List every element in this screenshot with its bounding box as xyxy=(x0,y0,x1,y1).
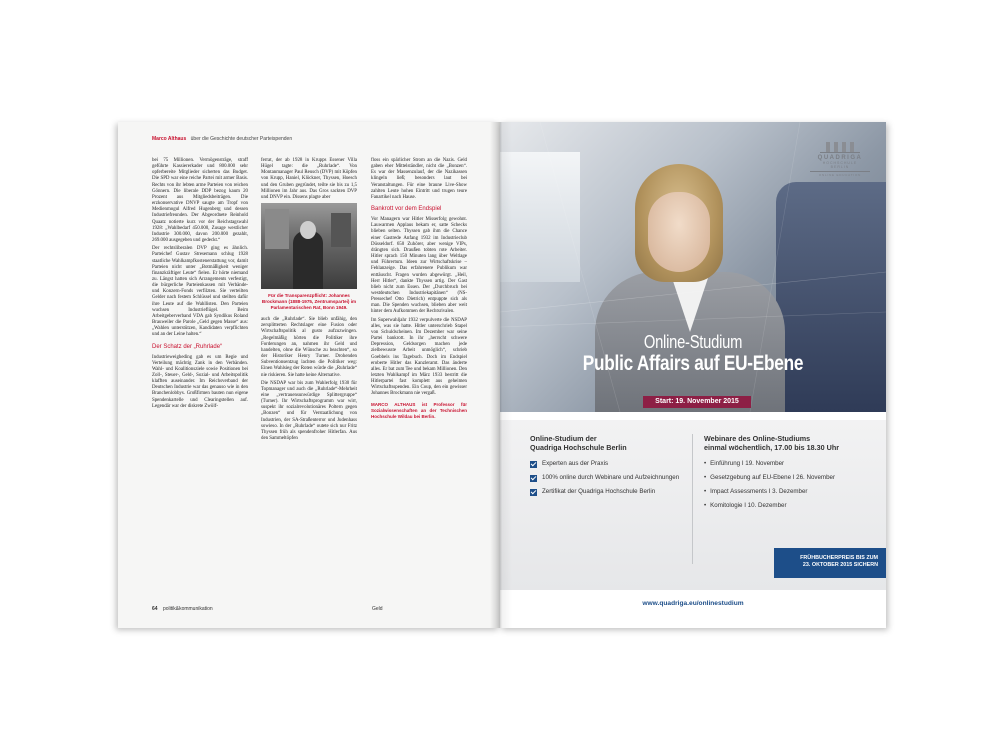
running-head-title: über die Geschichte deutscher Parteispenden xyxy=(190,136,293,142)
schedule-item: • Einführung I 19. November xyxy=(704,460,785,467)
quadriga-logo xyxy=(810,134,870,177)
page-footer xyxy=(152,606,213,612)
author-bio: MARCO ALTHAUS ist Professor für Sozialwissenschaften an der Technischen Hochschule Wildau bei Berlin. xyxy=(371,401,467,419)
bullet-icon: • xyxy=(704,488,707,495)
start-date-badge: Start: 19. November 2015 xyxy=(643,396,751,408)
logo-name: QUADRIGA xyxy=(817,155,863,161)
checkbox-icon xyxy=(530,489,537,496)
schedule-item: • Gesetzgebung auf EU-Ebene I 26. November xyxy=(704,474,836,481)
running-head-author: Marco Althaus xyxy=(152,136,187,142)
schedule-item: • Impact Assessments I 3. Dezember xyxy=(704,488,808,495)
checkbox-icon xyxy=(530,475,537,482)
article-paragraph: Die NSDAP war bis zum Wahlerfolg 1930 für Topmanager und auch die „Ruhrlade“-Mehrheit eine „vertrauensunwürdige Splittergruppe“ (Turner). Ihr Wirtschaftsprogramm war wirr, suspekt ihr sozialrevolutionäres Poltern gegen „Bonzen“ und für Verstaatlichung von Industrien, der SA-Straßenterror und Judenhass sowieso. In der „Ruhrlade“ outete sich nur Fritz Thyssen früh als spendenfroher Hitlerfan. Aus den Sammeltöpfen xyxy=(261,380,357,442)
magazine-spread xyxy=(118,122,886,628)
logo-sub-1: HOCHSCHULE xyxy=(822,161,858,165)
article-paragraph: Vor Managern war Hitler Misserfolg gewohnt. Lauwarmen Applaus bekam er, satte Schecks blieben selten. Thyssen gab ihm die Chance einer Gastrede Anfang 1932 im Industrieclub Düsseldorf. 650 Zuhörer, aber wenige VIPs, drängten sich. Draußen tobten rote Arbeiter. Hitler sprach 150 Minuten lang über Weltlage und Führertum. Ideen zur Wirtschaftskrise – Fehlanzeige. Das erfahrenere Publikum war enttäuscht. Fragen wurden abgewürgt. „Heil, Herr Hitler“, dankte Thyssen artig. Der Gast blieb nicht zum Essen. Der „Durchbruch bei westdeutschen Industriekapitänen“ (NS-Pressechef Otto Dietrich) entpuppte sich als man. Die Spenden wuchsen, blieben aber weit hinter dem Aufkommen der Rechtsrivalen. xyxy=(371,217,467,315)
early-bird-line-1: FRÜHBUCHERPREIS BIS ZUM xyxy=(800,555,878,561)
checkbox-icon xyxy=(530,461,537,468)
section-label: Geld xyxy=(372,606,383,612)
historical-photo xyxy=(261,203,357,289)
article-column-3 xyxy=(371,158,467,420)
bullet-icon: • xyxy=(704,502,707,509)
schedule-title: Webinare des Online-Studiums einmal wöchentlich, 17.00 bis 18.30 Uhr xyxy=(704,434,840,452)
feature-item: 100% online durch Webinare und Aufzeichnungen xyxy=(530,474,688,482)
ad-headline-line-1: Online-Studium xyxy=(643,332,743,352)
column-divider xyxy=(692,434,693,564)
left-page xyxy=(118,122,500,628)
article-paragraph: Der rechtsliberalen DVP ging es ähnlich. Parteichef Gustav Stresemann schlug 1928 staatliche Wahlkampfkostenerstattung vor, damit Parteien nicht unter „Botmäßigkeit weniger finanzkräftiger Leute“ fielen. Er hörte niemand zu. Längst hatten sich Arrangements verfestigt, die bürgerliche Parteienkassen mit Verbände- und Konzern-Fonds verfilzten. Sie verteilten Gelder nach festem Schlüssel und stellten dafür ihre Leute auf die Wahllisten. Den Parteien wuchsen Industrieflügel. Beim Arbeitgeberverband VDA gab Syndikus Roland Brauweiler die Parole „Geld gegen Masse“ aus: „Wahlen unterstützen, Kandidaten verpflichten und an der Leine halten.“ xyxy=(152,246,248,338)
early-bird-line-2: 23. OKTOBER 2015 SICHERN xyxy=(802,562,878,568)
article-paragraph: floss ein spärlicher Strom an die Nazis. Geld gaben eher Mittelständler, nicht die „Bonzen“. Es war der Massenzulauf, der die Nazikassen klingeln ließ; besonders laut bei Veranstaltungen. Für eine braune Live-Show zahlten Leute hohen Eintritt und trugen teure Fanartikel nach Hause. xyxy=(371,158,467,200)
page-number: 64 xyxy=(152,606,158,612)
article-paragraph: bei 75 Millionen. Vermögensträge, straff geführte Kassiererkader und 800.000 sehr opferbereite Mitglieder sicherten das Budget. Die SPD war eine reiche Partei mit armer Basis. Rechts von ihr lebten arme Parteien von reichen Gönnern. Die liberale DDP bezog kaum 20 Prozent aus Mitgliedsbeiträgen. Die erzkonservative DNVP saugte am Tropf von Medienmogul Alfred Hugenberg und dessen Industriefreunden. Der Abgeordnete Reinhold Quaatz notierte kurz vor der Reichstagswahl 1928: „Wahlbedarf 450.000, Zusage westlicher Industrie 300.000, davon 200.000 gezahlt, 269.000 ausgegeben und gedeckt.“ xyxy=(152,158,248,244)
ad-url-link[interactable]: www.quadriga.eu/onlinestudium xyxy=(642,600,744,607)
article-paragraph: Industrieweigheding gab es um Regie und Verteilung mächtig Zank in den Verbänden. Wahl- und Koalitionsziele sowie Positionen bei Zoll-, Steuer-, Geld-, Sozial- und Arbeitspolitik klafften auseinander. Im Reichsverband der Deutschen Industrie war das genauso wie in den Branchenlobbys. Großfirmen bauten nun eigene Spendenkartelle und Clearingstellen auf. Legendär war der diskrete Zwölf- xyxy=(152,354,248,409)
article-subhead: Der Schatz der „Ruhrlade“ xyxy=(152,343,223,350)
magazine-name: politik&kommunikation xyxy=(162,606,213,612)
article-paragraph: auch die „Ruhrlade“. Sie blieb unfähig, den zersplitterten Rechtslager eine Fusion oder Wirtschaftspolitik al gusto aufzuzwingen. „Regelmäßig hörten die Politiker ihre Forderungen an, nahmen ihr Geld und handelten, ohne die Wünsche zu beachten“, so der Historiker Henry Turner. Drohenden Subventionsentzug lachten die Politiker weg: Einen Wahlsieg der Roten würde die „Ruhrlade“ nie riskieren. Sie hatte keine Alternative. xyxy=(261,317,357,378)
features-title: Online-Studium der Quadriga Hochschule Berlin xyxy=(530,434,627,452)
logo-tag: ONLINE EDUCATION xyxy=(810,171,870,177)
feature-item: Experten aus der Praxis xyxy=(530,460,688,468)
article-paragraph: Im Superwahljahr 1932 verpulverte die NSDAP alles, was sie hatte. Hitler unterschrieb Stapel von Schuldscheinen. Im Dezember war seine Partei bankrott. In ihr „herrscht schwere Depression, Geldsorgen machen jede zielbewusste Arbeit unmöglich“, schrieb Goebbels ins Tagebuch. Doch im Endspiel eroberte Hitler das Kanzleramt. Das änderte alles. Er bat zum Tee und bekam Millionen. Den letzten Wahlkampf im März 1933 bestritt die Hitlerpartei fast komplett aus geheimen Wirtschaftsspenden. Ein Coup, den ein gewisser Johannes Brockmann nie vergaß. xyxy=(371,317,467,397)
right-page-advertisement xyxy=(500,122,886,628)
running-head xyxy=(152,136,292,142)
feature-item: Zertifikat der Quadriga Hochschule Berlin xyxy=(530,488,688,496)
webinar-schedule xyxy=(704,434,874,516)
schedule-item: • Komitologie I 10. Dezember xyxy=(704,502,787,509)
bullet-icon: • xyxy=(704,474,707,481)
article-column-2 xyxy=(261,158,357,444)
ad-headline-line-2: Public Affairs auf EU-Ebene xyxy=(582,352,804,375)
course-features xyxy=(530,434,688,502)
article-column-1 xyxy=(152,158,248,412)
early-bird-box xyxy=(774,548,886,578)
photo-caption: Für die Transparenzpflicht: Johannes Brockmann (1888-1975, Zentrumspartei) im Parlamentarischen Rat, Bonn 1949. xyxy=(261,293,357,311)
article-subhead: Bankrott vor dem Endspiel xyxy=(371,206,442,213)
quadriga-chariot-icon xyxy=(820,134,860,153)
logo-sub-2: BERLIN xyxy=(830,165,850,169)
article-paragraph: ferrat, der ab 1928 in Krupps Essener Villa Hügel tagte: die „Ruhrlade“. Von Montanmanager Paul Reusch (DVP) mit Köpfen von Krupp, Haniel, Klöckner, Thyssen, Hoesch und den Gruben gegründet, teilte sie bis zu 1,5 Millionen im Jahr aus. Das Gros sackten DVP und DNVP ein. Dissens plagte aber xyxy=(261,158,357,200)
bullet-icon: • xyxy=(704,460,707,467)
